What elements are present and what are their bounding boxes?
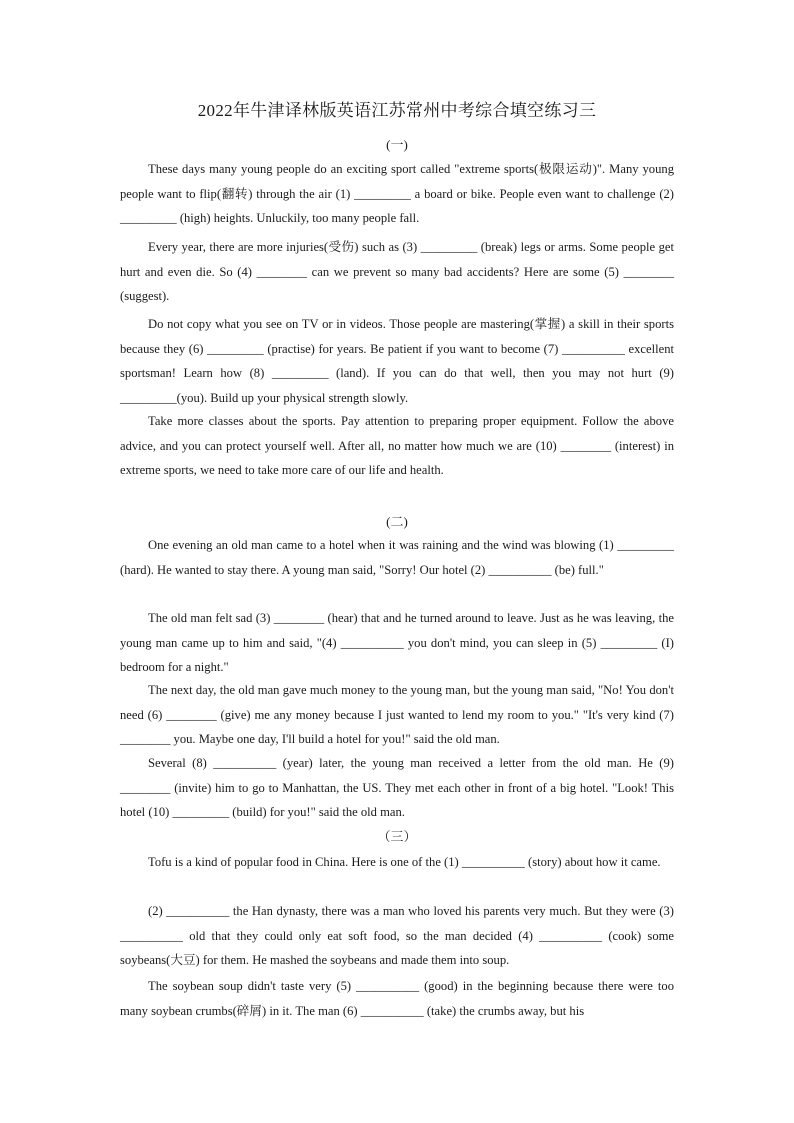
paragraph: (2) __________ the Han dynasty, there was a man who loved his parents very much. But they were (3) __________ old that they could only eat soft food, so the man decided (4) __________ (cook) some soybeans(大豆) for them. He mashed the soybeans and made them into soup.	[120, 904, 674, 967]
paragraph: Tofu is a kind of popular food in China. Here is one of the (1) __________ (story) about how it came.	[148, 855, 661, 869]
paragraph: The next day, the old man gave much money to the young man, but the young man said, "No! You don't need (6) ________ (give) me any money because I just wanted to lend my room to you." "It's very kind (7) ________ you. Maybe one day, I'll build a hotel for you!" said the old man.	[120, 683, 674, 746]
paragraph: These days many young people do an exciting sport called "extreme sports(极限运动)". Many young people want to flip(翻转) through the air (1) _________ a board or bike. People even want to challenge (2) _________ (high) heights. Unluckily, too many people fall.	[120, 162, 674, 225]
section-heading-1: (一)	[386, 137, 408, 152]
paragraph: One evening an old man came to a hotel when it was raining and the wind was blowing (1) _________ (hard). He wanted to stay there. A young man said, "Sorry! Our hotel (2) __________ (be) full."	[120, 538, 674, 577]
paragraph: Do not copy what you see on TV or in videos. Those people are mastering(掌握) a skill in their sports because they (6) _________ (practise) for years. Be patient if you want to become (7) __________ excellent sportsman! Learn how (8) _________ (land). If you can do that well, then you may not hurt (9) _________(you). Build up your physical strength slowly.	[120, 317, 674, 405]
paragraph: The soybean soup didn't taste very (5) __________ (good) in the beginning because there were too many soybean crumbs(碎屑) in it. The man (6) __________ (take) the crumbs away, but his	[120, 979, 674, 1018]
document-title: 2022年牛津译林版英语江苏常州中考综合填空练习三	[197, 101, 597, 120]
section-heading-3: （三）	[377, 829, 417, 844]
paragraph: Take more classes about the sports. Pay attention to preparing proper equipment. Follow the above advice, and you can protect yourself well. After all, no matter how much we are (10) ________ (interest) in extreme sports, we need to take more care of our life and health.	[120, 414, 674, 477]
section-heading-2: (二)	[386, 514, 408, 529]
paragraph: Every year, there are more injuries(受伤) such as (3) _________ (break) legs or arms. Some people get hurt and even die. So (4) ________ can we prevent so many bad accidents? Here are some (5) ________ (suggest).	[120, 240, 674, 303]
paragraph: Several (8) __________ (year) later, the young man received a letter from the old man. He (9) ________ (invite) him to go to Manhattan, the US. They met each other in front of a big hotel. "Look! This hotel (10) _________ (build) for you!" said the old man.	[120, 756, 674, 819]
paragraph: The old man felt sad (3) ________ (hear) that and he turned around to leave. Just as he was leaving, the young man came up to him and said, "(4) __________ you don't mind, you can sleep in (5) _________ (I) bedroom for a night."	[120, 611, 674, 674]
